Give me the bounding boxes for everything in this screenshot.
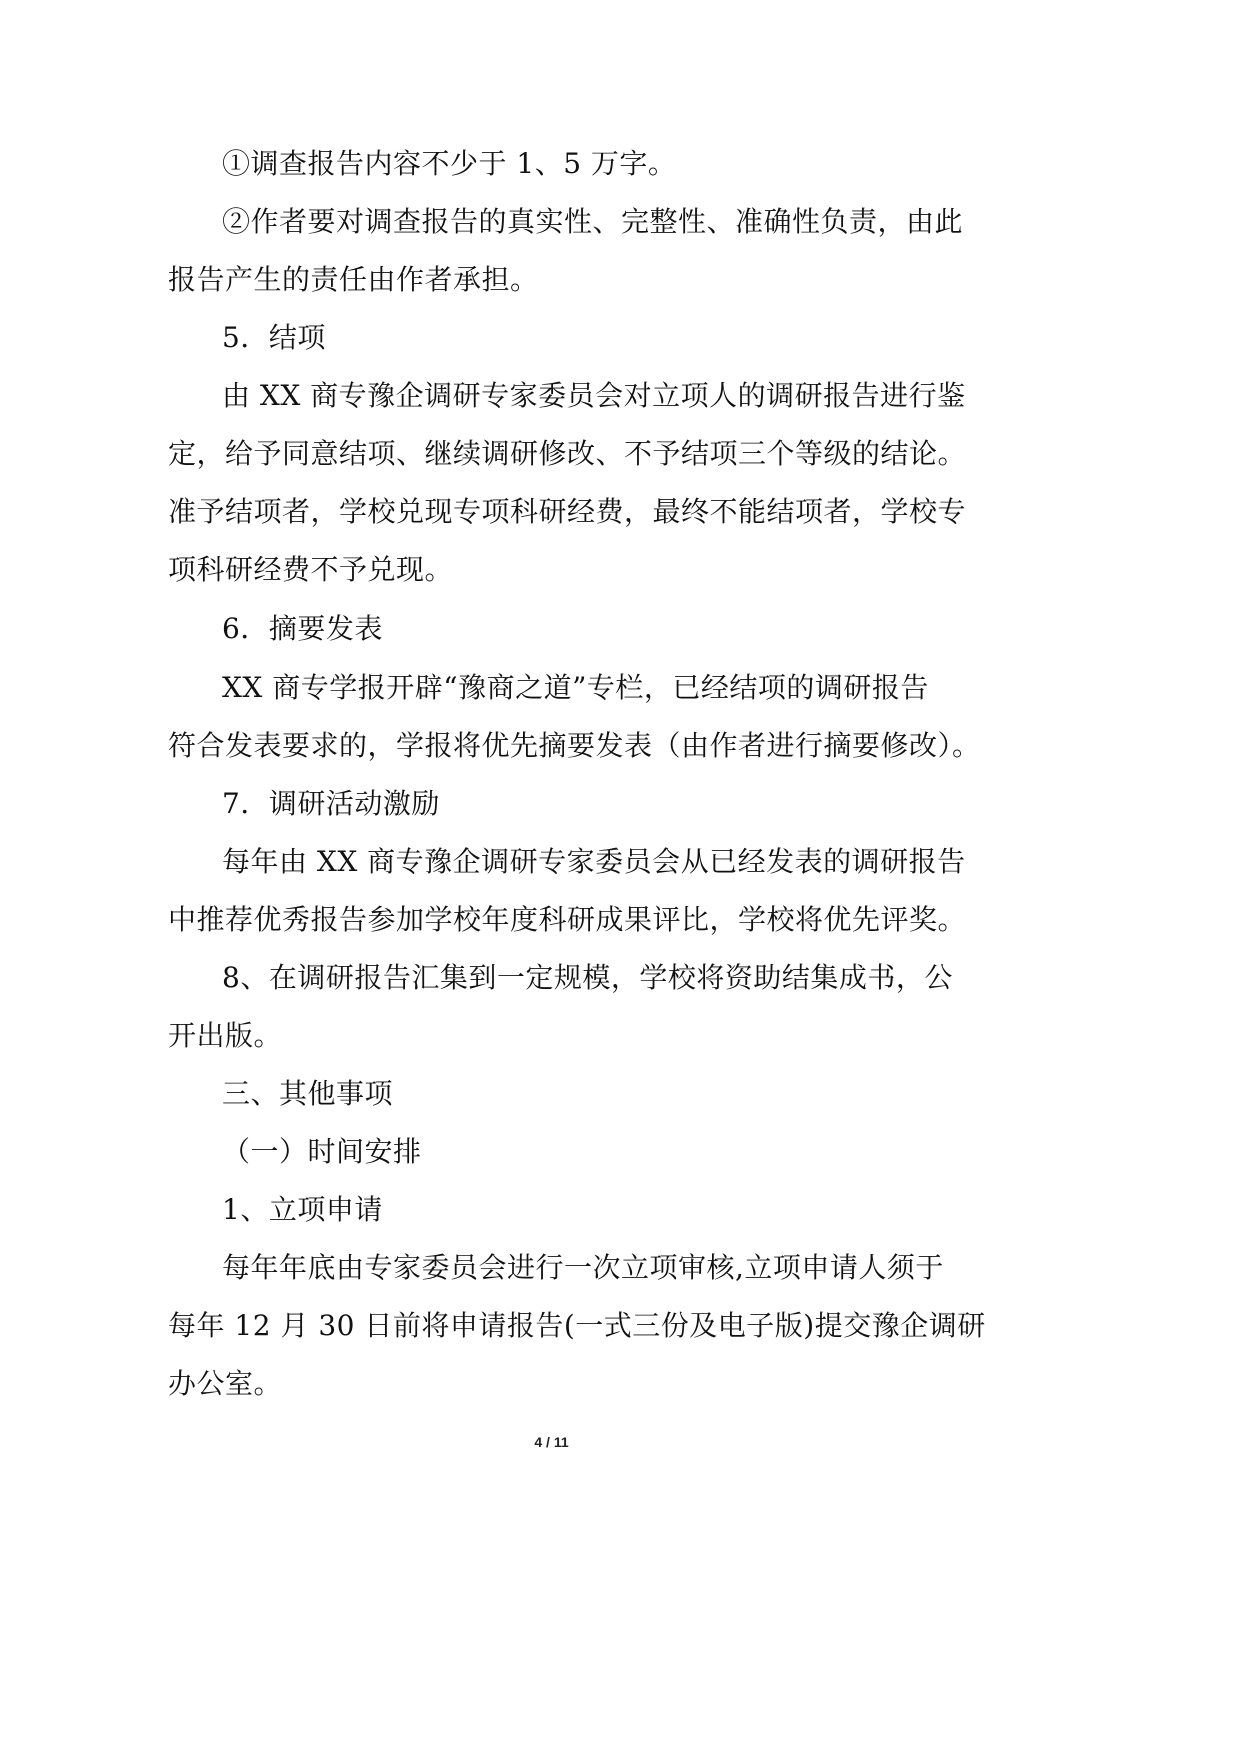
section-heading: 6．摘要发表	[222, 612, 383, 645]
paragraph-line: 符合发表要求的，学报将优先摘要发表（由作者进行摘要修改）。	[168, 729, 981, 762]
section-heading: 7．调研活动激励	[222, 787, 440, 820]
paragraph-line: 办公室。	[168, 1367, 283, 1400]
page-number: 4 / 11	[534, 1434, 569, 1450]
paragraph-line: ①调查报告内容不少于 1、5 万字。	[222, 147, 677, 180]
paragraph-line: 8、在调研报告汇集到一定规模，学校将资助结集成书，公	[222, 961, 953, 994]
paragraph-line: 开出版。	[168, 1019, 283, 1052]
paragraph-line: 每年年底由专家委员会进行一次立项审核,立项申请人须于	[222, 1251, 944, 1284]
subsection-heading: （一）时间安排	[222, 1135, 422, 1168]
paragraph-line: 由 XX 商专豫企调研专家委员会对立项人的调研报告进行鉴	[222, 379, 966, 412]
section-heading: 5．结项	[222, 321, 326, 354]
paragraph-line: XX 商专学报开辟“豫商之道”专栏，已经结项的调研报告	[222, 671, 929, 704]
paragraph-line: 每年由 XX 商专豫企调研专家委员会从已经发表的调研报告	[222, 845, 966, 878]
paragraph-line: 准予结项者，学校兑现专项科研经费，最终不能结项者，学校专	[168, 495, 967, 528]
paragraph-line: ②作者要对调查报告的真实性、完整性、准确性负责，由此	[222, 205, 964, 238]
paragraph-line: 报告产生的责任由作者承担。	[168, 263, 539, 296]
paragraph-line: 每年 12 月 30 日前将申请报告(一式三份及电子版)提交豫企调研	[168, 1309, 986, 1342]
paragraph-line: 定，给予同意结项、继续调研修改、不予结项三个等级的结论。	[168, 437, 967, 470]
paragraph-line: 项科研经费不予兑现。	[168, 553, 454, 586]
paragraph-line: 中推荐优秀报告参加学校年度科研成果评比，学校将优先评奖。	[168, 903, 967, 936]
subsection-heading: 1、立项申请	[222, 1193, 383, 1226]
section-heading: 三、其他事项	[222, 1077, 394, 1110]
